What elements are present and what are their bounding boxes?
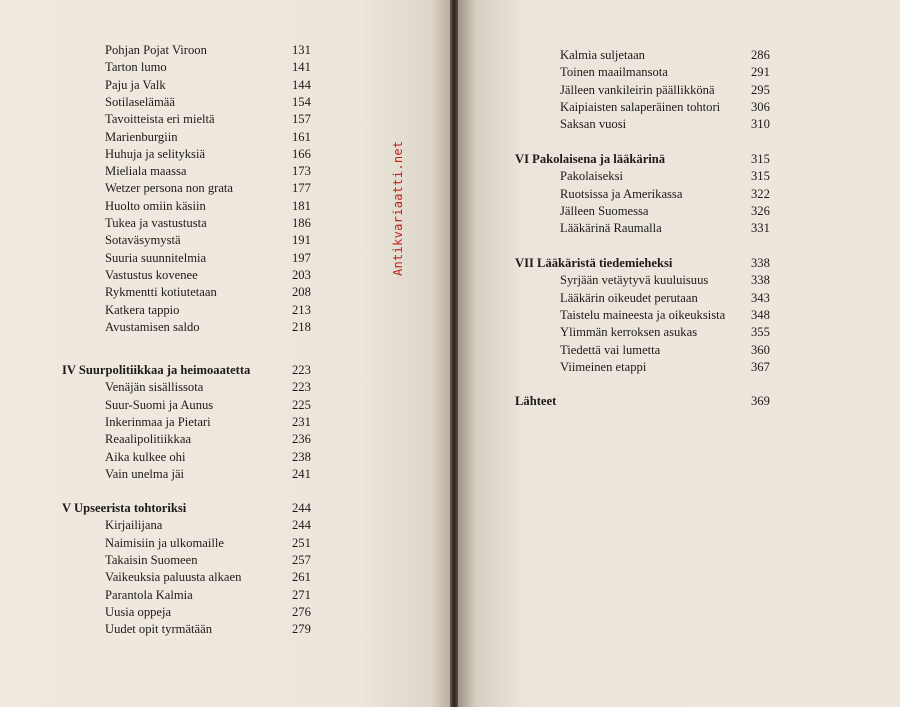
toc-entry: [560, 186, 791, 203]
toc-page-number: 223: [292, 380, 311, 395]
toc-entry-title: Ylimmän kerroksen asukas: [560, 325, 698, 340]
toc-page-number: 144: [292, 77, 311, 92]
toc-page-number: 271: [292, 587, 311, 602]
toc-page-number: 203: [292, 267, 311, 282]
toc-entry: [105, 250, 332, 267]
toc-entry-title: Vain unelma jäi: [105, 466, 185, 481]
toc-entry-title: Tukea ja vastustusta: [105, 216, 207, 230]
toc-page-number: 279: [292, 622, 311, 637]
toc-page-number: 166: [292, 146, 311, 161]
toc-chapter-heading: [515, 151, 791, 168]
toc-entry-title: Saksan vuosi: [560, 117, 627, 132]
toc-entry-title: Jälleen vankileirin päällikkönä: [560, 82, 715, 97]
toc-entry-title: Parantola Kalmia: [105, 587, 193, 602]
toc-page-number: 238: [292, 449, 311, 464]
toc-entry-title: Vastustus kovenee: [105, 267, 198, 282]
toc-entry-title: VII Lääkäristä tiedemieheksi: [515, 256, 673, 270]
toc-entry: [560, 168, 791, 185]
toc-entry-title: Reaalipolitiikkaa: [105, 432, 192, 447]
toc-entry: [560, 203, 791, 220]
toc-entry-title: Sotaväsymystä: [105, 233, 181, 248]
toc-page-number: 331: [751, 221, 770, 236]
toc-entry-title: Venäjän sisällissota: [105, 380, 204, 395]
toc-entry-title: Avustamisen saldo: [105, 319, 200, 334]
toc-entry-title: Naimisiin ja ulkomaille: [105, 535, 224, 550]
toc-entry: [560, 272, 791, 289]
toc-entry: [560, 324, 791, 341]
toc-entry: [560, 64, 791, 81]
toc-page-number: 186: [292, 216, 311, 230]
toc-entry: [105, 111, 332, 128]
toc-entry: [560, 307, 791, 324]
toc-entry-title: Huhuja ja selityksiä: [105, 146, 206, 161]
toc-entry-title: Tarton lumo: [105, 60, 167, 75]
toc-entry: [105, 267, 332, 284]
toc-page-number: 261: [292, 570, 311, 585]
toc-entry: [560, 99, 791, 116]
toc-entry: [105, 94, 332, 111]
toc-page-number: 310: [751, 117, 770, 132]
toc-page-number: 244: [292, 518, 311, 533]
toc-entry: [105, 414, 332, 431]
toc-page-number: 157: [292, 112, 311, 127]
toc-entry-title: Tiedettä vai lumetta: [560, 342, 661, 357]
toc-page-number: 173: [292, 164, 311, 179]
toc-page-number: 338: [751, 273, 770, 288]
toc-page-number: 191: [292, 233, 311, 248]
toc-entry: [560, 82, 791, 99]
toc-page-number: 286: [751, 48, 770, 62]
toc-entry-title: Huolto omiin käsiin: [105, 198, 206, 213]
toc-page-number: 343: [751, 290, 770, 305]
toc-page-number: 208: [292, 285, 311, 300]
toc-entry: [105, 604, 332, 621]
toc-entry: [105, 59, 332, 76]
toc-page-number: 131: [292, 43, 311, 57]
toc-entry-title: Syrjään vetäytyvä kuuluisuus: [560, 273, 709, 288]
toc-entry: [105, 587, 332, 604]
toc-chapter-heading: [62, 500, 332, 517]
toc-page-number: 213: [292, 302, 311, 317]
toc-page-number: 291: [751, 65, 770, 80]
toc-entry-title: V Upseerista tohtoriksi: [62, 501, 187, 515]
toc-page-number: 141: [292, 60, 311, 75]
toc-entry: [105, 397, 332, 414]
toc-page-number: 161: [292, 129, 311, 144]
toc-entry: [105, 569, 332, 586]
toc-entry-title: Kirjailijana: [105, 518, 163, 533]
toc-entry: [105, 621, 332, 638]
toc-entry-title: Ruotsissa ja Amerikassa: [560, 186, 683, 201]
toc-chapter-heading: [515, 255, 791, 272]
toc-page-number: 326: [751, 203, 770, 218]
toc-entry-title: VI Pakolaisena ja lääkärinä: [515, 152, 666, 166]
toc-entry: [105, 302, 332, 319]
toc-entry-title: Pohjan Pojat Viroon: [105, 43, 207, 57]
toc-entry: [105, 284, 332, 301]
toc-entry-title: Uusia oppeja: [105, 604, 172, 619]
toc-page-number: 181: [292, 198, 311, 213]
toc-page-number: 223: [292, 363, 311, 377]
toc-page-number: 315: [751, 169, 770, 184]
toc-page-number: 225: [292, 397, 311, 412]
watermark-text: Antikvariaatti.net: [391, 140, 405, 276]
toc-entry-title: Kaipiaisten salaperäinen tohtori: [560, 99, 721, 114]
toc-entry: [105, 379, 332, 396]
toc-page-number: 348: [751, 307, 770, 322]
toc-page-number: 276: [292, 604, 311, 619]
toc-entry: [105, 431, 332, 448]
toc-entry-title: Pakolaiseksi: [560, 169, 623, 184]
toc-entry-title: Takaisin Suomeen: [105, 552, 198, 567]
toc-page-number: 338: [751, 256, 770, 270]
toc-entry: [105, 77, 332, 94]
toc-entry-title: Katkera tappio: [105, 302, 180, 317]
toc-entry: [105, 163, 332, 180]
toc-page-number: 218: [292, 319, 311, 334]
toc-entry: [560, 220, 791, 237]
toc-entry-title: Aika kulkee ohi: [105, 449, 186, 464]
toc-entry-title: Wetzer persona non grata: [105, 181, 234, 196]
toc-chapter-heading: [62, 362, 332, 379]
toc-entry: [105, 232, 332, 249]
toc-entry-title: Mieliala maassa: [105, 164, 187, 179]
toc-entry-title: Paju ja Valk: [105, 77, 166, 92]
toc-entry-title: Vaikeuksia paluusta alkaen: [105, 570, 242, 585]
toc-entry: [105, 466, 332, 483]
toc-entry-title: Suuria suunnitelmia: [105, 250, 207, 265]
toc-entry-title: Toinen maailmansota: [560, 65, 668, 80]
toc-entry: [560, 290, 791, 307]
toc-entry: [105, 215, 332, 232]
toc-page-number: 369: [751, 394, 770, 408]
toc-entry-title: Uudet opit tyrmätään: [105, 622, 213, 637]
toc-entry: [105, 129, 332, 146]
toc-entry-title: Rykmentti kotiutetaan: [105, 285, 217, 300]
book-gutter: [450, 0, 458, 707]
toc-page-number: 360: [751, 342, 770, 357]
toc-entry-title: Lääkärinä Raumalla: [560, 221, 662, 236]
toc-page-number: 315: [751, 152, 770, 166]
toc-page-number: 241: [292, 466, 311, 481]
toc-page-number: 306: [751, 99, 770, 114]
toc-entry: [560, 47, 791, 64]
toc-chapter-heading: [515, 393, 791, 410]
toc-page-number: 367: [751, 359, 770, 374]
toc-entry-title: Kalmia suljetaan: [560, 48, 645, 62]
toc-entry-title: Tavoitteista eri mieltä: [105, 112, 215, 127]
toc-page-number: 231: [292, 414, 311, 429]
toc-entry-title: Viimeinen etappi: [560, 359, 647, 374]
toc-entry: [105, 180, 332, 197]
toc-page-number: 197: [292, 250, 311, 265]
toc-page-number: 355: [751, 325, 770, 340]
toc-entry-title: Suur-Suomi ja Aunus: [105, 397, 214, 412]
toc-entry-title: Jälleen Suomessa: [560, 203, 649, 218]
toc-page-number: 236: [292, 432, 311, 447]
toc-entry: [560, 342, 791, 359]
toc-page-number: 244: [292, 501, 311, 515]
toc-entry-title: Sotilaselämää: [105, 94, 175, 109]
toc-page-number: 322: [751, 186, 770, 201]
toc-entry: [560, 116, 791, 133]
toc-entry: [105, 535, 332, 552]
toc-entry: [105, 146, 332, 163]
toc-entry-title: IV Suurpolitiikkaa ja heimoaatetta: [62, 363, 251, 377]
toc-page-number: 154: [292, 94, 311, 109]
toc-entry: [105, 198, 332, 215]
toc-entry-title: Taistelu maineesta ja oikeuksista: [560, 307, 726, 322]
toc-entry-title: Lähteet: [515, 394, 557, 408]
toc-page-number: 295: [751, 82, 770, 97]
toc-entry: [105, 552, 332, 569]
toc-entry-title: Inkerinmaa ja Pietari: [105, 414, 211, 429]
toc-entry: [560, 359, 791, 376]
right-page: [458, 0, 900, 707]
toc-page-number: 177: [292, 181, 311, 196]
toc-entry: [105, 42, 332, 59]
toc-page-number: 251: [292, 535, 311, 550]
toc-entry-title: Lääkärin oikeudet perutaan: [560, 290, 698, 305]
toc-entry: [105, 449, 332, 466]
toc-entry: [105, 319, 332, 336]
toc-entry-title: Marienburgiin: [105, 129, 178, 144]
toc-page-number: 257: [292, 552, 311, 567]
toc-entry: [105, 517, 332, 534]
